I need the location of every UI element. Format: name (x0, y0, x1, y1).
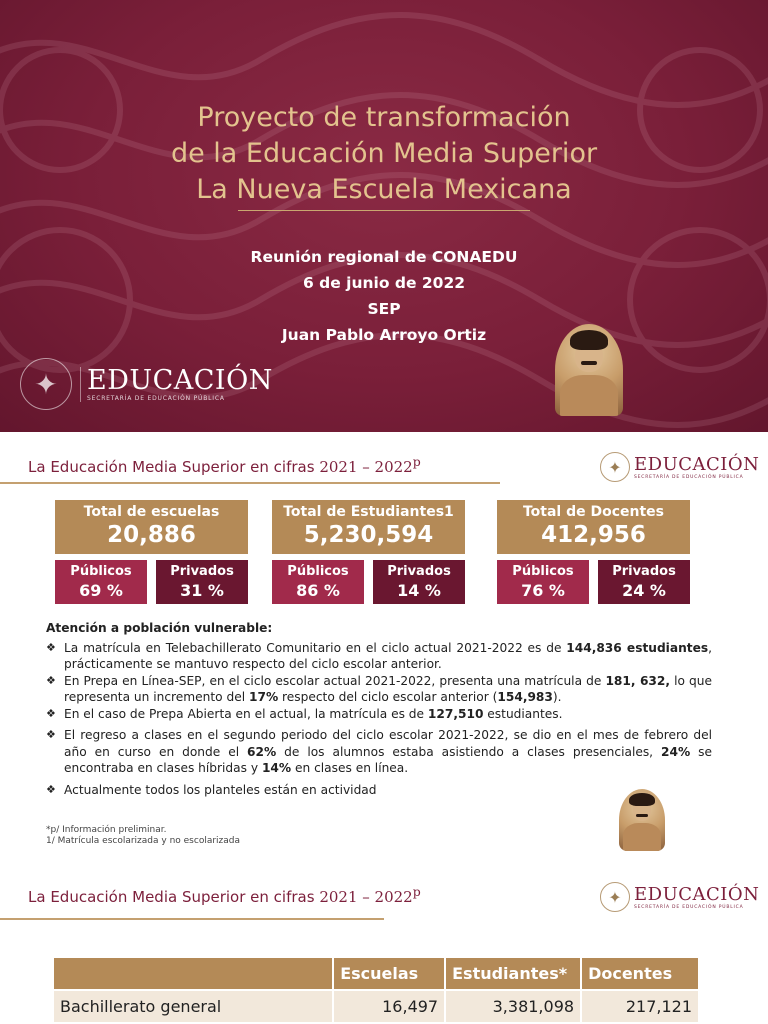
bullet-item: ❖ En el caso de Prepa Abierta en el actual, la matrícula es de 127,510 estudiantes. (46, 706, 563, 721)
diamond-bullet-icon: ❖ (46, 640, 56, 654)
stat-label: Total de escuelas (83, 504, 220, 520)
table-row (54, 990, 699, 1022)
stat-value: 20,886 (107, 522, 196, 548)
bullet-item: ❖ En Prepa en Línea-SEP, en el ciclo escolar actual 2021-2022, presenta una matrícula de 181, 632, lo que representa un incremento del 17% respecto del ciclo escolar anterior (154,983). (46, 673, 712, 704)
heading-superscript: p (412, 884, 421, 899)
cover-title-line: de la Educación Media Superior (170, 138, 598, 169)
stat-value: 5,230,594 (303, 522, 434, 548)
commemorative-logo (555, 324, 623, 416)
portrait-illustration (619, 789, 665, 851)
stat-card-students (272, 500, 465, 604)
public-share: Públicos 76 % (497, 560, 589, 604)
column-header: Estudiantes* (445, 958, 581, 990)
table-cell: Bachillerato general (54, 990, 333, 1022)
institution: SEP (367, 300, 401, 318)
private-share: Privados 14 % (373, 560, 465, 604)
logo-wordmark: EDUCACIÓN (634, 883, 760, 905)
private-share: Privados 24 % (598, 560, 690, 604)
cover-slide (0, 0, 768, 432)
table-header-row (54, 958, 699, 990)
figures-slide (0, 432, 768, 862)
cover-meta (0, 244, 768, 348)
stat-value: 412,956 (541, 522, 646, 548)
column-header (54, 958, 333, 990)
slide-heading (28, 454, 421, 476)
heading-text: La Educación Media Superior en cifras (28, 458, 315, 476)
vulnerable-population-section (46, 620, 712, 798)
table-cell: 16,497 (333, 990, 445, 1022)
meeting-name: Reunión regional de CONAEDU (250, 248, 518, 266)
diamond-bullet-icon: ❖ (46, 782, 56, 796)
private-share: Privados 31 % (156, 560, 248, 604)
cover-title-line: Proyecto de transformación (197, 102, 571, 133)
educacion-logo (600, 452, 759, 482)
heading-text: La Educación Media Superior en cifras (28, 888, 315, 906)
meeting-date: 6 de junio de 2022 (302, 274, 466, 292)
presenter-name: Juan Pablo Arroyo Ortiz (281, 326, 487, 344)
diamond-bullet-icon: ❖ (46, 706, 56, 720)
table-cell: 3,381,098 (445, 990, 581, 1022)
column-header: Docentes (581, 958, 699, 990)
stat-card-teachers (497, 500, 690, 604)
heading-rule (0, 482, 500, 484)
column-header: Escuelas (333, 958, 445, 990)
heading-year: 2021 – 2022 (319, 888, 413, 906)
slide-heading (28, 884, 421, 906)
diamond-bullet-icon: ❖ (46, 728, 56, 741)
section-subheading: Atención a población vulnerable: (46, 621, 273, 635)
diamond-bullet-icon: ❖ (46, 673, 56, 687)
logo-subtitle: SECRETARÍA DE EDUCACIÓN PÚBLICA (634, 904, 744, 910)
eagle-seal-icon: ✦ (600, 882, 630, 912)
table-cell: 217,121 (581, 990, 699, 1022)
footnotes (46, 825, 240, 847)
logo-subtitle: SECRETARÍA DE EDUCACIÓN PÚBLICA (634, 474, 744, 480)
stat-label: Total de Estudiantes1 (283, 504, 454, 520)
logo-wordmark: EDUCACIÓN (87, 364, 273, 396)
logo-subtitle: SECRETARÍA DE EDUCACIÓN PÚBLICA (87, 394, 225, 402)
bullet-item: ❖ El regreso a clases en el segundo periodo del ciclo escolar 2021-2022, se dio en el mes de febrero del año en curso en donde el 62% de los alumnos estaba asistiendo a clases presenciales, 24% se encontraba en clases híbridas y 14% en clases en línea. (46, 728, 712, 775)
public-share: Públicos 86 % (272, 560, 364, 604)
educacion-logo (600, 882, 759, 912)
cover-title-line: La Nueva Escuela Mexicana (196, 174, 572, 205)
commemorative-logo (619, 789, 665, 851)
table-slide (0, 862, 768, 1024)
stat-card-schools (55, 500, 248, 604)
logo-wordmark: EDUCACIÓN (634, 453, 760, 475)
eagle-seal-icon: ✦ (20, 358, 72, 410)
enrollment-table (54, 958, 700, 1022)
heading-superscript: p (412, 454, 421, 469)
heading-year: 2021 – 2022 (319, 458, 413, 476)
heading-rule (0, 918, 384, 920)
eagle-seal-icon: ✦ (600, 452, 630, 482)
portrait-illustration (555, 324, 623, 416)
bullet-item: ❖ La matrícula en Telebachillerato Comunitario en el ciclo actual 2021-2022 es de 144,836 estudiantes, prácticamente se mantuvo respecto del ciclo escolar anterior. (46, 640, 712, 671)
bullet-item: ❖ Actualmente todos los planteles están en actividad (46, 782, 377, 797)
educacion-logo (20, 358, 273, 410)
cover-divider (238, 210, 530, 211)
public-share: Públicos 69 % (55, 560, 147, 604)
footnote: *p/ Información preliminar. (46, 825, 167, 835)
cover-title (0, 100, 768, 208)
footnote: 1/ Matrícula escolarizada y no escolarizada (46, 836, 241, 846)
stat-label: Total de Docentes (522, 504, 665, 520)
